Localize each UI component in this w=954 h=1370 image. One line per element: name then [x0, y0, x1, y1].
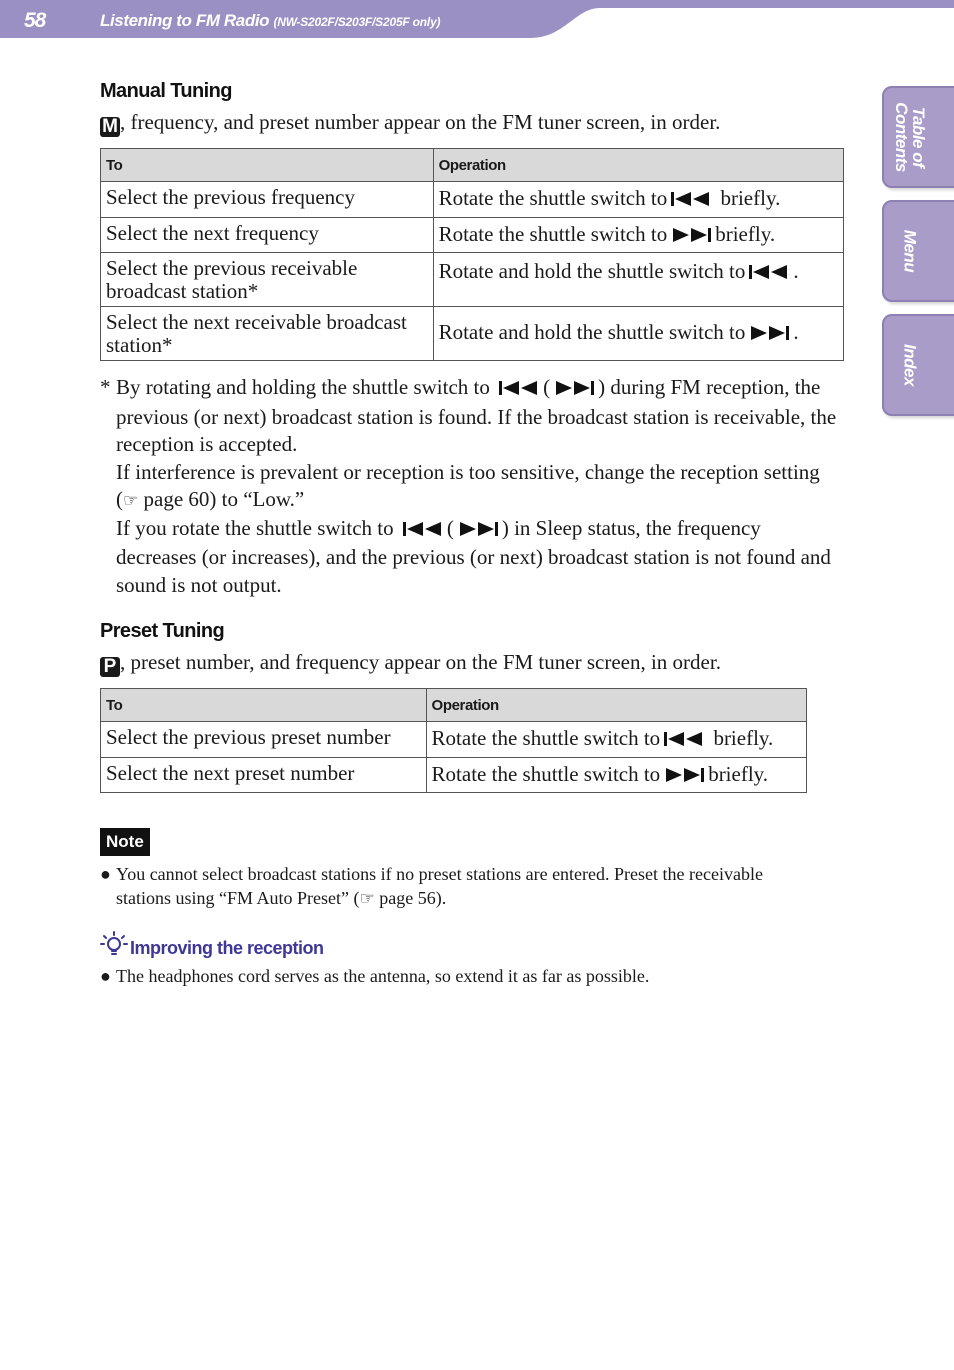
row-operation — [426, 758, 806, 793]
next-icon — [457, 517, 499, 545]
note-item — [100, 862, 800, 911]
table-row — [101, 758, 807, 793]
footnote-paragraph-1 — [116, 374, 840, 459]
note-badge: Note — [100, 828, 150, 856]
preset-tuning-intro — [100, 650, 721, 677]
column-header-to: To — [101, 149, 434, 182]
operation-text: Rotate the shuttle switch to — [431, 761, 661, 786]
table-row — [101, 182, 844, 218]
next-icon — [670, 225, 712, 248]
row-action: Select the next preset number — [101, 758, 427, 793]
previous-icon — [402, 517, 444, 545]
tip-heading — [100, 930, 324, 960]
previous-icon — [498, 376, 540, 404]
page-reference-icon: ☞ — [123, 491, 139, 510]
column-header-operation: Operation — [426, 689, 806, 722]
tab-index-label: Index — [900, 344, 920, 386]
row-action: Select the previous preset number — [101, 722, 427, 758]
footnote-paragraph-3 — [116, 515, 840, 600]
table-row — [101, 722, 807, 758]
operation-text: Rotate and hold the shuttle switch to — [438, 259, 746, 283]
footnote — [100, 374, 840, 599]
next-icon — [748, 323, 790, 346]
page-number: 58 — [24, 9, 46, 32]
column-header-operation: Operation — [433, 149, 843, 182]
preset-mode-icon: P — [100, 657, 120, 677]
preset-intro-text: , preset number, and frequency appear on the FM tuner screen, in order. — [120, 650, 721, 674]
operation-suffix: briefly. — [715, 221, 776, 246]
bullet-icon: ● — [100, 864, 111, 884]
next-icon — [553, 376, 595, 404]
note-text — [116, 862, 800, 911]
row-action: Select the next frequency — [101, 218, 434, 253]
tip-item — [100, 964, 800, 988]
tab-table-of-contents-label: Table of Contents — [892, 102, 928, 172]
footnote-text: ( — [446, 515, 454, 540]
manual-tuning-intro — [100, 110, 720, 137]
table-header-row — [101, 149, 844, 182]
previous-icon — [663, 729, 705, 752]
operation-text: Rotate the shuttle switch to — [431, 726, 661, 750]
bullet-icon: ● — [100, 966, 111, 986]
footnote-text: If you rotate the shuttle switch to — [116, 515, 394, 540]
row-action: Select the next receivable broadcast station* — [101, 307, 434, 361]
tab-index[interactable] — [882, 314, 954, 416]
tab-table-of-contents[interactable] — [882, 86, 954, 188]
page-header — [0, 0, 954, 40]
previous-icon — [670, 189, 712, 212]
footnote-paragraph-2 — [116, 459, 840, 515]
footnote-text: By rotating and holding the shuttle switch to — [116, 375, 490, 399]
note-text-part: You cannot select broadcast stations if no preset stations are entered. Preset the receivable stations using “FM Auto Preset” ( — [116, 864, 763, 908]
footnote-text: If interference is prevalent or reception is too sensitive, change the reception setting ( — [116, 459, 820, 511]
manual-tuning-title: Manual Tuning — [100, 80, 232, 102]
tab-menu[interactable] — [882, 200, 954, 302]
row-operation — [433, 307, 843, 361]
row-operation — [433, 218, 843, 253]
tip-text: The headphones cord serves as the antenna, so extend it as far as possible. — [116, 966, 650, 986]
manual-intro-text: , frequency, and preset number appear on the FM tuner screen, in order. — [120, 110, 721, 134]
operation-suffix: . — [793, 259, 799, 283]
table-header-row — [101, 689, 807, 722]
operation-text: Rotate and hold the shuttle switch to — [438, 320, 746, 344]
operation-suffix: briefly. — [708, 761, 769, 786]
row-operation — [426, 722, 806, 758]
operation-text: Rotate the shuttle switch to — [438, 221, 668, 246]
tab-menu-label: Menu — [900, 229, 920, 273]
footnote-text: ( — [543, 375, 551, 399]
row-operation — [433, 253, 843, 307]
operation-suffix: . — [793, 320, 799, 344]
page-reference-icon: ☞ — [359, 889, 375, 908]
operation-suffix: briefly. — [720, 186, 781, 210]
operation-suffix: briefly. — [713, 726, 774, 750]
operation-text: Rotate the shuttle switch to — [438, 186, 668, 210]
preset-tuning-table — [100, 688, 807, 793]
page-title-models: (NW-S202F/S203F/S205F only) — [273, 15, 441, 29]
preset-tuning-title: Preset Tuning — [100, 620, 225, 642]
table-row — [101, 218, 844, 253]
page-title — [100, 11, 440, 31]
next-icon — [663, 765, 705, 788]
row-action: Select the previous frequency — [101, 182, 434, 218]
note-text-part: page 56). — [374, 888, 447, 908]
manual-mode-icon: M — [100, 117, 120, 137]
column-header-to: To — [101, 689, 427, 722]
footnote-text: ) during FM reception, the previous (or next) broadcast station is found. If the broadcast station is receivable, the reception is accepted. — [116, 375, 837, 456]
tip-title: Improving the reception — [130, 938, 324, 958]
footnote-text: ) in Sleep status, the frequency decreases (or increases), and the previous (or next) broadcast station is not found and sound is not output. — [116, 515, 831, 597]
previous-icon — [748, 262, 790, 285]
page-title-main: Listening to FM Radio — [100, 11, 270, 30]
manual-tuning-table — [100, 148, 844, 361]
footnote-text: page 60) to “Low.” — [138, 487, 305, 511]
footnote-body — [116, 374, 840, 599]
row-operation — [433, 182, 843, 218]
footnote-star: * — [100, 375, 111, 399]
row-action: Select the previous receivable broadcast station* — [101, 253, 434, 307]
lightbulb-icon — [100, 930, 128, 960]
table-row — [101, 253, 844, 307]
table-row — [101, 307, 844, 361]
